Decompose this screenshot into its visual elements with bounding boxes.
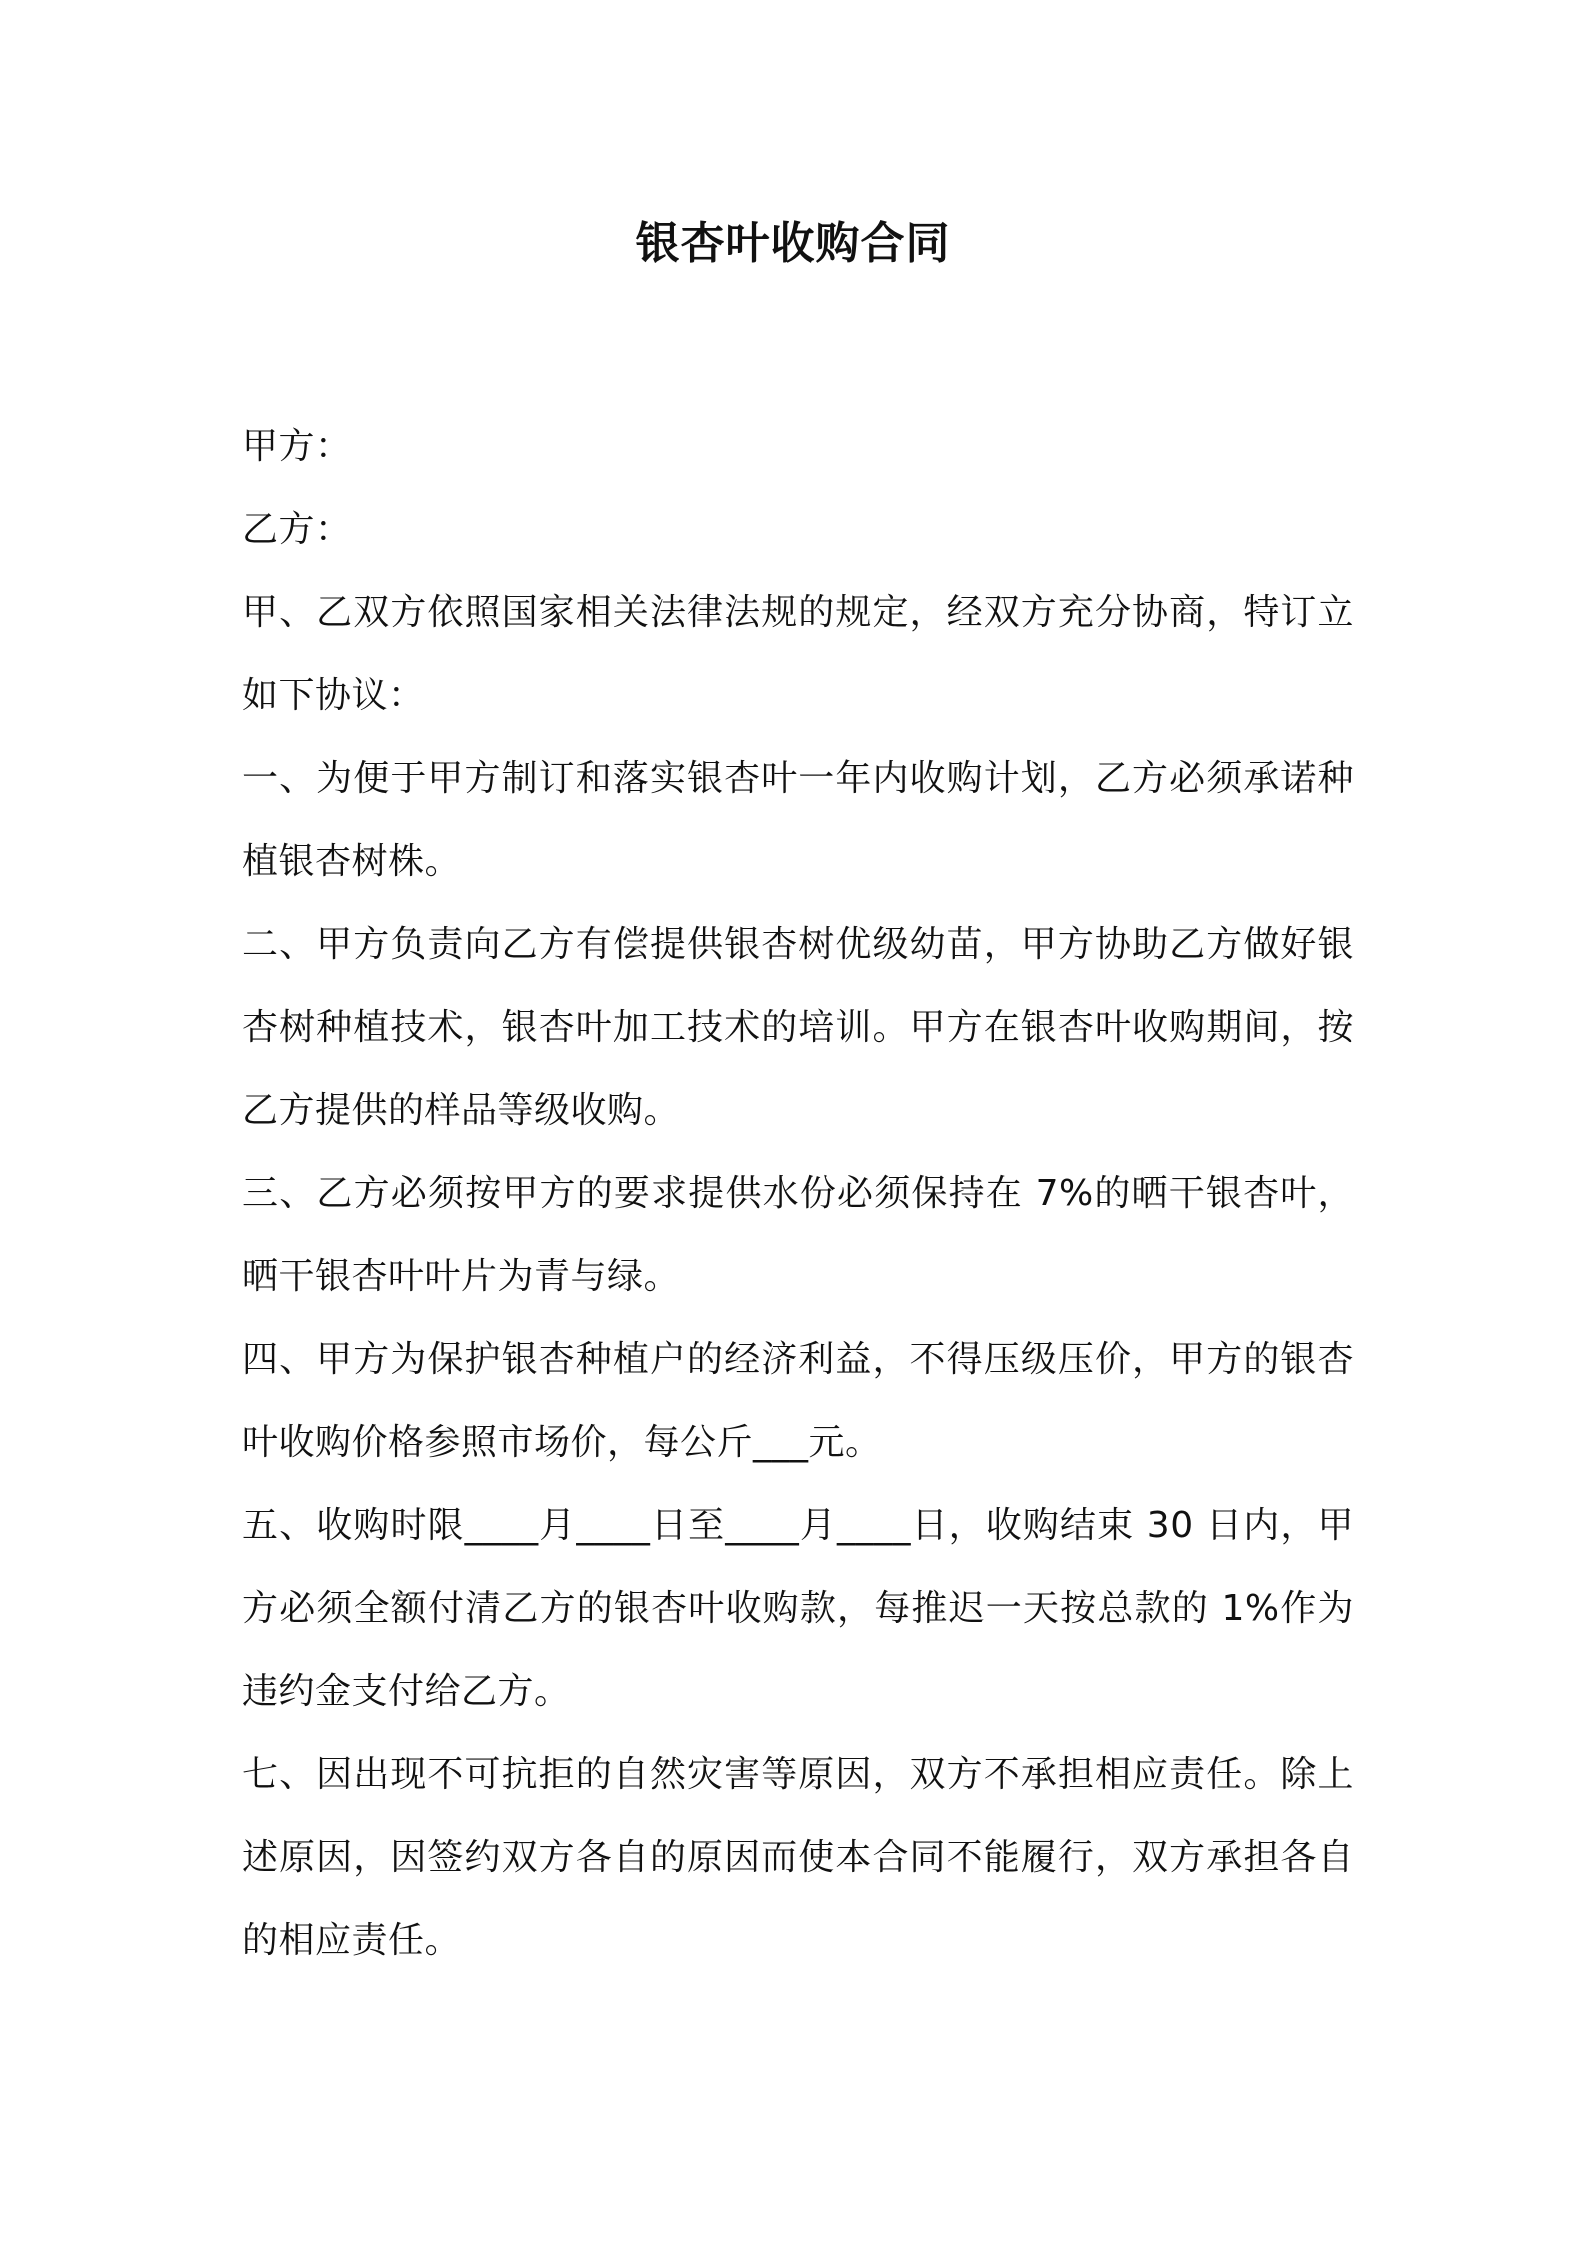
clause-3: 三、乙方必须按甲方的要求提供水份必须保持在 7%的晒干银杏叶，晒干银杏叶叶片为青与绿。 bbox=[242, 1173, 1354, 1297]
clause-1: 一、为便于甲方制订和落实银杏叶一年内收购计划，乙方必须承诺种植银杏树株。 bbox=[242, 758, 1354, 882]
clause-5: 五、收购时限____月____日至____月____日，收购结束 30 日内，甲方必须全额付清乙方的银杏叶收购款，每推迟一天按总款的 1%作为违约金支付给乙方。 bbox=[242, 1505, 1354, 1712]
document-title: 银杏叶收购合同 bbox=[635, 218, 951, 269]
party-a-label: 甲方： bbox=[242, 426, 352, 467]
document-body bbox=[242, 405, 1354, 1982]
preamble-paragraph: 甲、乙双方依照国家相关法律法规的规定，经双方充分协商，特订立如下协议： bbox=[242, 592, 1354, 716]
clause-2: 二、甲方负责向乙方有偿提供银杏树优级幼苗，甲方协助乙方做好银杏树种植技术，银杏叶加工技术的培训。甲方在银杏叶收购期间，按乙方提供的样品等级收购。 bbox=[242, 924, 1354, 1131]
clause-4: 四、甲方为保护银杏种植户的经济利益，不得压级压价，甲方的银杏叶收购价格参照市场价，每公斤___元。 bbox=[242, 1339, 1354, 1463]
party-b-label: 乙方： bbox=[242, 509, 352, 550]
clause-7: 七、因出现不可抗拒的自然灾害等原因，双方不承担相应责任。除上述原因，因签约双方各自的原因而使本合同不能履行，双方承担各自的相应责任。 bbox=[242, 1754, 1354, 1961]
